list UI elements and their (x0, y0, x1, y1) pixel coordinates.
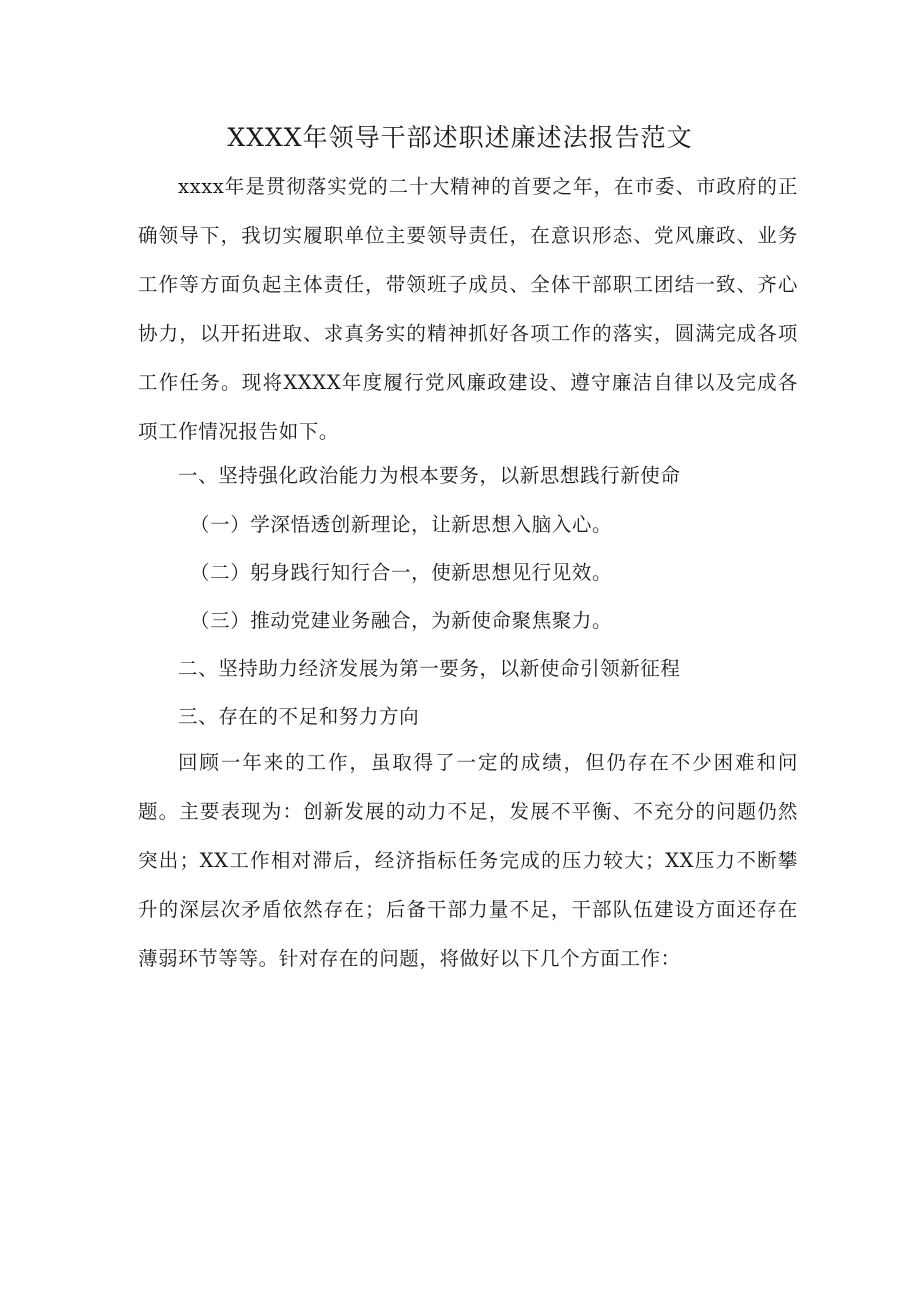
section-1-heading: 一、坚持强化政治能力为根本要务，以新思想践行新使命 (178, 464, 681, 487)
document-title: XXXX年领导干部述职述廉述法报告范文 (227, 123, 693, 152)
section-3-paragraph: 回顾一年来的工作，虽取得了一定的成绩，但仍存在不少困难和问题。主要表现为：创新发展的动力不足，发展不平衡、不充分的问题仍然突出；XX工作相对滞后，经济指标任务完成的压力较大；XX压力不断攀升的深层次矛盾依然存在；后备干部力量不足，干部队伍建设方面还存在薄弱环节等等。针对存在的问题，将做好以下几个方面工作： (138, 751, 798, 970)
section-1-item-1: （一）学深悟透创新理论，让新思想入脑入心。 (190, 513, 613, 536)
section-1-item-3: （三）推动党建业务融合，为新使命聚焦聚力。 (190, 609, 613, 632)
section-1-item-2: （二）躬身践行知行合一，使新思想见行见效。 (190, 561, 613, 584)
intro-paragraph: xxxx年是贯彻落实党的二十大精神的首要之年，在市委、市政府的正确领导下，我切实履职单位主要领导责任，在意识形态、党风廉政、业务工作等方面负起主体责任，带领班子成员、全体干部职工团结一致、齐心协力，以开拓进取、求真务实的精神抓好各项工作的落实，圆满完成各项工作任务。现将XXXX年度履行党风廉政建设、遵守廉洁自律以及完成各项工作情况报告如下。 (138, 175, 798, 443)
section-2-heading: 二、坚持助力经济发展为第一要务，以新使命引领新征程 (178, 657, 681, 680)
section-3-heading: 三、存在的不足和努力方向 (178, 705, 420, 728)
